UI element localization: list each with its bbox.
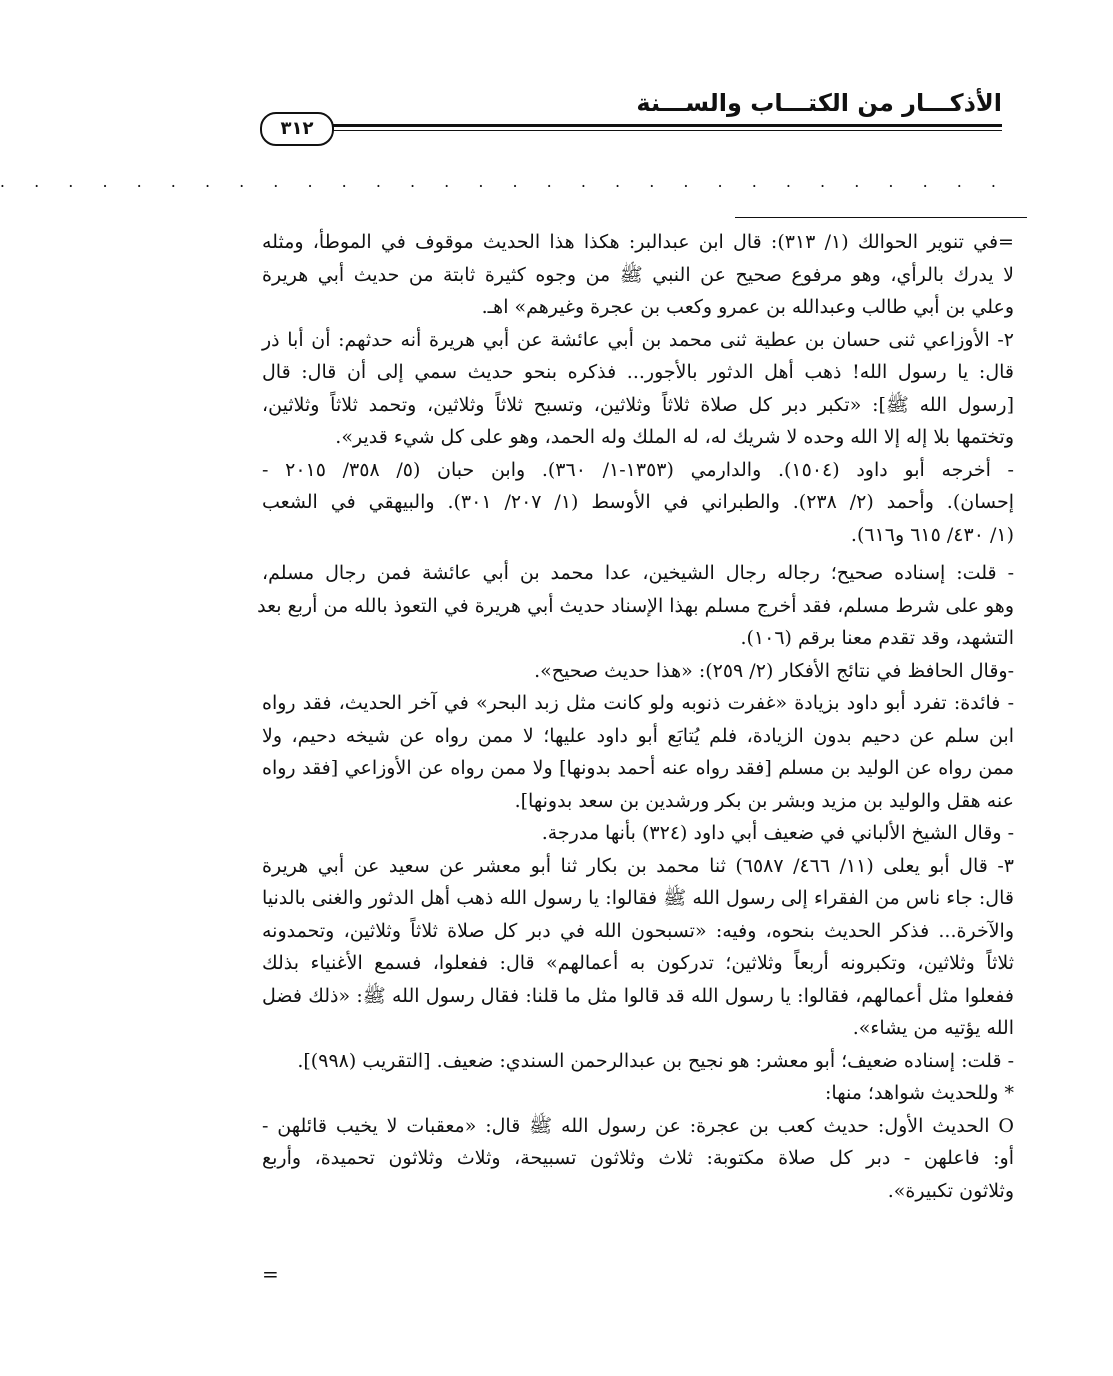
text-line: -وقال الحافظ في نتائج الأفكار (٢/ ٢٥٩): «هذا حديث صحيح». (534, 659, 1014, 682)
text-line: والآخرة... فذكر الحديث بنحوه، وفيه: «تسبحون الله في دبر كل صلاة ثلاثاً وثلاثين، وتحمدونه (262, 919, 1014, 942)
text-line: ٢- الأوزاعي ثنى حسان بن عطية ثنى محمد بن أبي عائشة عن أبي هريرة أنه حدثهم: أن أبا ذر (262, 328, 1014, 351)
continuation-mark: = (262, 1262, 279, 1286)
text-line: ممن رواه عن الوليد بن مسلم [فقد رواه عنه أحمد بدونها] ولا ممن رواه عن الأوزاعي [فقد رواه (262, 757, 1014, 779)
text-line: (١/ ٤٣٠/ ٦١٥ و٦١٦). (850, 523, 1014, 546)
text-line: - قلت: إسناده صحيح؛ رجاله رجال الشيخين، عدا محمد بن أبي عائشة فمن رجال مسلم، (262, 562, 1014, 584)
text-line: وهو على شرط مسلم، فقد أخرج مسلم بهذا الإسناد حديث أبي هريرة في التعوذ بالله من أربع بعد (257, 594, 1014, 617)
text-line: وعلي بن أبي طالب وعبدالله بن عمرو وكعب بن عجرة وغيرهم» اهـ. (481, 296, 1014, 318)
text-line: ففعلوا مثل أعمالهم، فقالوا: يا رسول الله قد قالوا مثل ما قلنا: فقال رسول الله ﷺ: «ذلك فضل (262, 984, 1014, 1007)
text-line: ثلاثاً وثلاثين، وتكبرونه أربعاً وثلاثين؛ تدركون به أعمالهم» قال: ففعلوا، فسمع الأغنياء بذلك (262, 952, 1014, 974)
text-line: * وللحديث شواهد؛ منها: (825, 1082, 1014, 1104)
text-line: التشهد، وقد تقدم معنا برقم (١٠٦). (740, 627, 1014, 649)
text-line: - وقال الشيخ الألباني في ضعيف أبي داود (٣٢٤) بأنها مدرجة. (541, 822, 1014, 844)
text-line: - أخرجه أبو داود (١٥٠٤). والدارمي (١٣٥٣-١/ ٣٦٠). وابن حبان (٥/ ٣٥٨/ ٢٠١٥ - (262, 458, 1014, 481)
text-line: =في تنوير الحوالك (١/ ٣١٣): قال ابن عبدالبر: هكذا هذا الحديث موقوف في الموطأ، ومثله (262, 231, 1014, 253)
text-line: [رسول الله ﷺ]: «تكبر دبر كل صلاة ثلاثاً وثلاثين، وتسبح ثلاثاً وثلاثين، وتحمد ثلاثاً وثلاثين، (262, 393, 1014, 416)
footnote-separator-rule (735, 217, 1027, 218)
text-line: لا يدرك بالرأي، وهو مرفوع صحيح عن النبي ﷺ من وجوه كثيرة ثابتة من حديث أبي هريرة (262, 263, 1014, 286)
text-line: O الحديث الأول: حديث كعب بن عجرة: عن رسول الله ﷺ قال: «معقبات لا يخيب قائلهن - (262, 1114, 1014, 1137)
text-line: ٣- قال أبو يعلى (١١/ ٤٦٦/ ٦٥٨٧) ثنا محمد بن بكار ثنا أبو معشر عن سعيد عن أبي هريرة (262, 854, 1014, 877)
page-number: ٣١٢ (260, 112, 334, 146)
text-line: أو: فاعلهن - دبر كل صلاة مكتوبة: ثلاث وثلاثون تسبيحة، وثلاث وثلاثون تحميدة، وأربع (262, 1147, 1014, 1169)
text-line: ابن سلم عن دحيم بدون الزيادة، فلم يُتابَع أبو داود عليها؛ لا ممن رواه عن شيخه دحيم، ولا (262, 724, 1014, 747)
page-header (262, 88, 1002, 144)
text-line: قال: جاء ناس من الفقراء إلى رسول الله ﷺ فقالوا: يا رسول الله ذهب أهل الدثور والغنى بالدنيا (262, 887, 1014, 909)
footnote-body (257, 226, 1014, 1207)
text-line: عنه هقل والوليد بن مزيد وبشر بن بكر ورشدين بن سعد بدونها]. (514, 789, 1014, 812)
text-line: قال: يا رسول الله! ذهب أهل الدثور بالأجور... فذكره بنحو حديث سمي إلى أن قال: قال (262, 361, 1014, 383)
text-line: وتختمها بلا إله إلا الله وحده لا شريك له، له الملك وله الحمد، وهو على كل شيء قدير». (335, 426, 1014, 448)
header-rule-thin (262, 130, 1002, 131)
text-line: الله يؤتيه من يشاء». (852, 1017, 1014, 1039)
text-line: - فائدة: تفرد أبو داود بزيادة «غفرت ذنوبه ولو كانت مثل زبد البحر» في آخر الحديث، فقد رواه (262, 692, 1014, 714)
text-line: وثلاثون تكبيرة». (887, 1179, 1014, 1202)
main-text-ellipsis: . . . . . . . . . . . . . . . . . . . . . . . . . . . . . . (0, 172, 1008, 191)
book-title: الأذكـــار من الكتـــاب والســـنة (636, 89, 1002, 117)
text-line: إحسان). وأحمد (٢/ ٢٣٨). والطبراني في الأوسط (١/ ٢٠٧/ ٣٠١). والبيهقي في الشعب (262, 491, 1014, 513)
text-line: - قلت: إسناده ضعيف؛ أبو معشر: هو نجيح بن عبدالرحمن السندي: ضعيف. [التقريب (٩٩٨)]. (297, 1049, 1014, 1072)
header-rule (262, 124, 1002, 127)
